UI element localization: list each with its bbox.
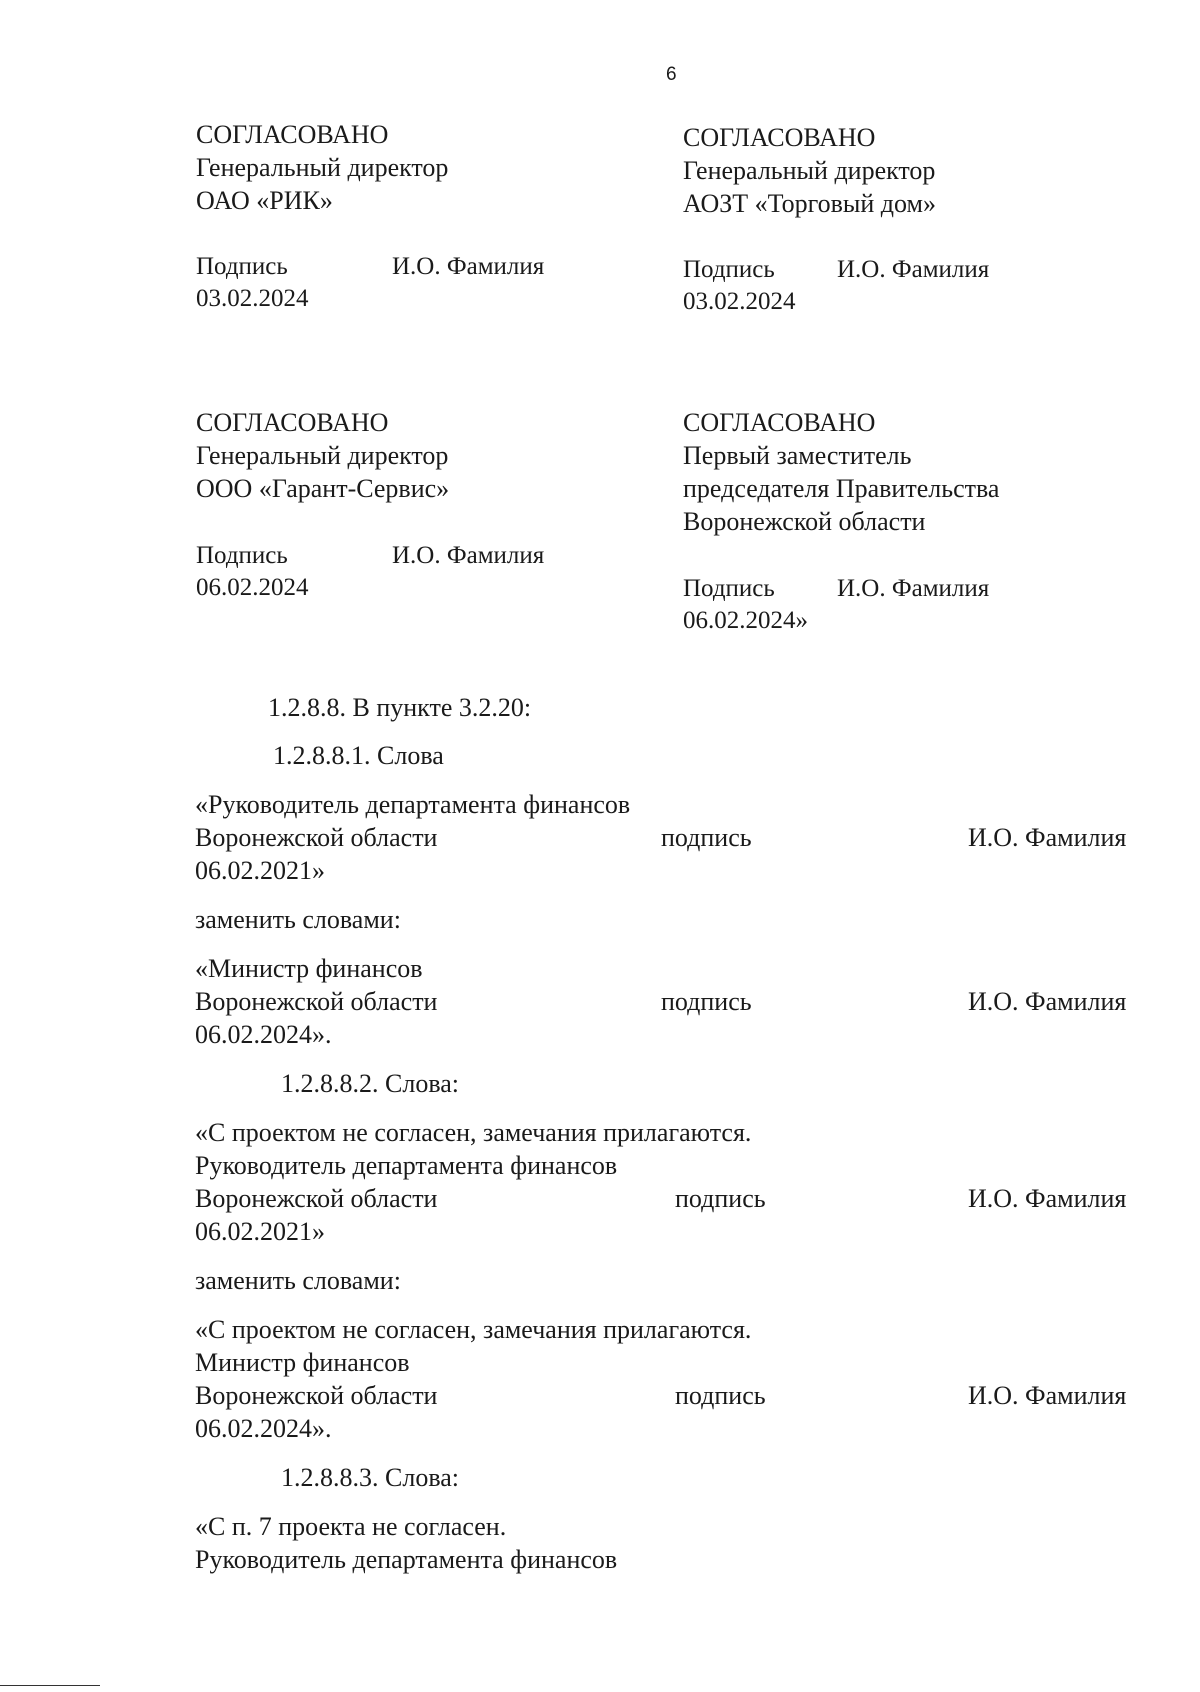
- signature-word: подпись: [675, 1381, 766, 1410]
- quoted-line: Руководитель департамента финансов: [195, 1545, 618, 1574]
- quoted-date: 06.02.2021»: [195, 856, 325, 885]
- signatory-name: И.О. Фамилия: [968, 823, 1127, 852]
- approval-position: Первый заместитель: [683, 441, 912, 470]
- replace-phrase: заменить словами:: [195, 1266, 401, 1295]
- approval-position-line-2: председателя Правительства: [683, 474, 1000, 503]
- approval-heading: СОГЛАСОВАНО: [196, 120, 389, 149]
- quoted-line: Воронежской области: [195, 1381, 438, 1410]
- quoted-line: Руководитель департамента финансов: [195, 1151, 618, 1180]
- signature-word: подпись: [661, 823, 752, 852]
- signature-label: Подпись: [683, 575, 775, 602]
- quoted-line: Воронежской области: [195, 987, 438, 1016]
- approval-organization: ОАО «РИК»: [196, 186, 333, 215]
- quoted-line: «С проектом не согласен, замечания прилагаются.: [195, 1118, 752, 1147]
- approval-organization: АОЗТ «Торговый дом»: [683, 189, 936, 218]
- approval-heading: СОГЛАСОВАНО: [683, 408, 876, 437]
- quoted-line: Воронежской области: [195, 1184, 438, 1213]
- signature-label: Подпись: [196, 253, 288, 280]
- quoted-date: 06.02.2024».: [195, 1414, 332, 1443]
- replace-phrase: заменить словами:: [195, 905, 401, 934]
- clause-heading: 1.2.8.8. В пункте 3.2.20:: [268, 693, 532, 722]
- approval-position: Генеральный директор: [196, 153, 449, 182]
- quoted-line: Воронежской области: [195, 823, 438, 852]
- approval-position: Генеральный директор: [196, 441, 449, 470]
- signatory-name: И.О. Фамилия: [837, 575, 990, 602]
- approval-date: 03.02.2024: [196, 285, 309, 312]
- quoted-line: «С проектом не согласен, замечания прилагаются.: [195, 1315, 752, 1344]
- subclause-heading: 1.2.8.8.3. Слова:: [281, 1463, 460, 1492]
- approval-heading: СОГЛАСОВАНО: [683, 123, 876, 152]
- subclause-heading: 1.2.8.8.2. Слова:: [281, 1069, 460, 1098]
- signatory-name: И.О. Фамилия: [968, 1184, 1127, 1213]
- signature-word: подпись: [675, 1184, 766, 1213]
- approval-position: Генеральный директор: [683, 156, 936, 185]
- approval-date: 03.02.2024: [683, 288, 796, 315]
- quoted-line: «Руководитель департамента финансов: [195, 790, 631, 819]
- quoted-date: 06.02.2024».: [195, 1020, 332, 1049]
- page-number: 6: [666, 64, 677, 85]
- signatory-name: И.О. Фамилия: [392, 253, 545, 280]
- quoted-line: Министр финансов: [195, 1348, 410, 1377]
- quoted-line: «Министр финансов: [195, 954, 423, 983]
- signature-word: подпись: [661, 987, 752, 1016]
- signatory-name: И.О. Фамилия: [968, 1381, 1127, 1410]
- approval-heading: СОГЛАСОВАНО: [196, 408, 389, 437]
- approval-date: 06.02.2024»: [683, 607, 808, 634]
- quoted-date: 06.02.2021»: [195, 1217, 325, 1246]
- signature-label: Подпись: [196, 542, 288, 569]
- subclause-heading: 1.2.8.8.1. Слова: [273, 741, 444, 770]
- approval-organization: Воронежской области: [683, 507, 926, 536]
- signature-label: Подпись: [683, 256, 775, 283]
- signatory-name: И.О. Фамилия: [392, 542, 545, 569]
- footer-rule: [0, 1685, 100, 1686]
- signatory-name: И.О. Фамилия: [837, 256, 990, 283]
- signatory-name: И.О. Фамилия: [968, 987, 1127, 1016]
- approval-organization: ООО «Гарант-Сервис»: [196, 474, 450, 503]
- quoted-line: «С п. 7 проекта не согласен.: [195, 1512, 507, 1541]
- approval-date: 06.02.2024: [196, 574, 309, 601]
